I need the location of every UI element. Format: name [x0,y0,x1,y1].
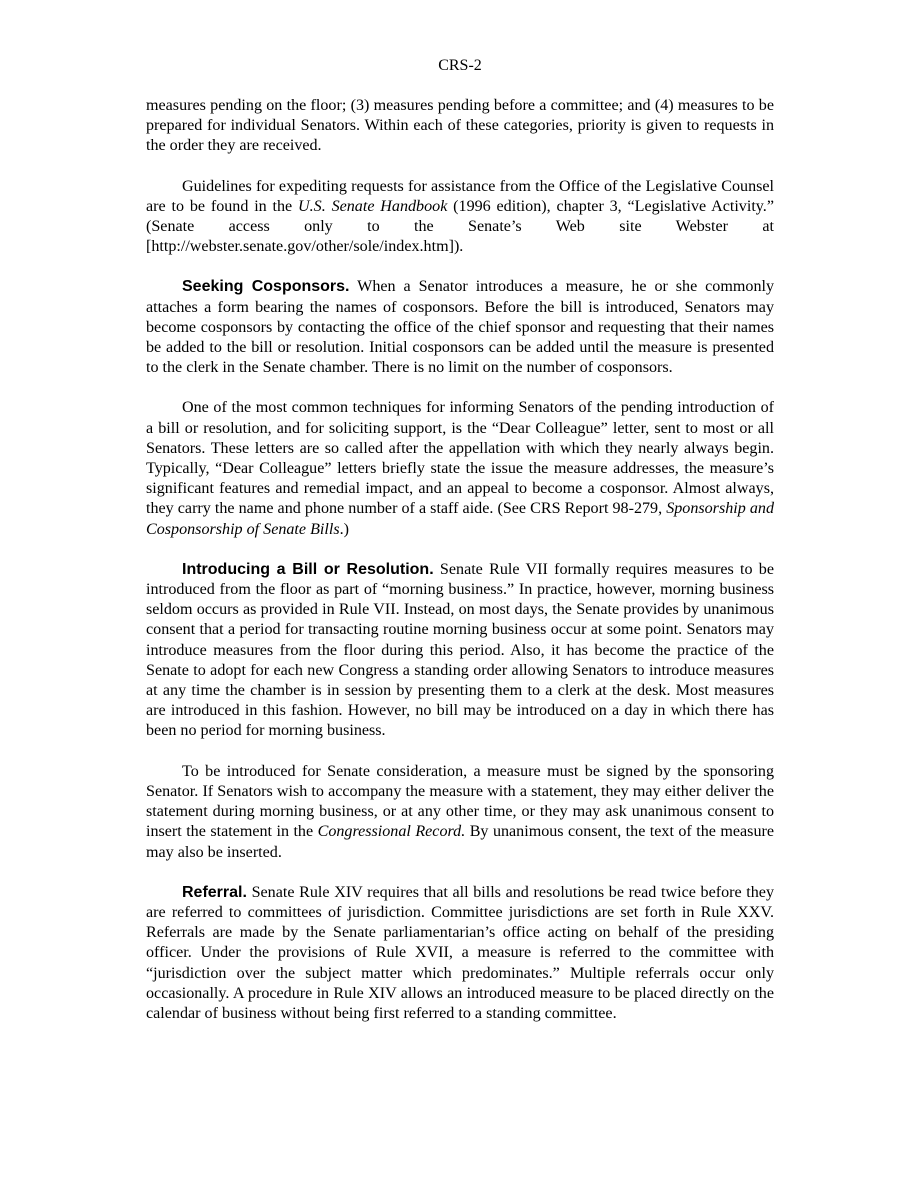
paragraph-text: To be introduced for Senate consideration, a measure must be signed by the sponsoring Senator. If Senators wish to accompany the measure with a statement, they may either deliver the statement during morning business, or at any other time, or they may ask unanimous consent to insert the statement in the [146,762,774,841]
citation-crs-report: Sponsorship and Cosponsorship of Senate Bills [146,500,774,538]
paragraph-dear-colleague [146,398,774,539]
citation-senate-handbook: U.S. Senate Handbook [298,197,448,215]
paragraph-text: One of the most common techniques for informing Senators of the pending introduction of a bill or resolution, and for soliciting support, is the “Dear Colleague” letter, sent to most or all Senators. These letters are so called after the appellation with which they nearly always begin. Typically, “Dear Colleague” letters briefly state the issue the measure addresses, the measure’s significant features and remedial impact, and an appeal to become a cosponsor. Almost always, they carry the name and phone number of a staff aide. (See CRS Report 98-279, [146,399,774,518]
section-heading-introducing-bill: Introducing a Bill or Resolution. [182,560,434,578]
paragraph-text: measures pending on the floor; (3) measures pending before a committee; and (4) measures to be prepared for individual Senators. Within each of these categories, priority is given to requests in the order they are received. [146,97,774,155]
paragraph-text: Senate Rule VII formally requires measures to be introduced from the floor as part of “morning business.” In practice, however, morning business seldom occurs as provided in Rule VII. Instead, on most days, the Senate provides by unanimous consent that a period for transacting routine morning business occur at some point. Senators may introduce measures from the floor during this period. Also, it has become the practice of the Senate to adopt for each new Congress a standing order allowing Senators to introduce measures at any time the chamber is in session by presenting them to a clerk at the desk. Most measures are introduced in this fashion. However, no bill may be introduced on a day in which there has been no period for morning business. [146,560,774,740]
paragraph-seeking-cosponsors [146,277,774,378]
paragraph-referral [146,883,774,1024]
section-heading-seeking-cosponsors: Seeking Cosponsors. [182,278,350,296]
section-heading-referral: Referral. [182,883,247,901]
paragraph-introducing-bill [146,560,774,742]
paragraph-text: By unanimous consent, the text of the measure may also be inserted. [146,823,774,861]
paragraph-text: Senate Rule XIV requires that all bills and resolutions be read twice before they are referred to committees of jurisdiction. Committee jurisdictions are set forth in Rule XXV. Referrals are made by the Senate parliamentarian’s office acting on behalf of the presiding officer. Under the provisions of Rule XVII, a measure is referred to the committee with “jurisdiction over the subject matter which predominates.” Multiple referrals occur only occasionally. A procedure in Rule XIV allows an introduced measure to be placed directly on the calendar of business without being first referred to a standing committee. [146,883,774,1022]
page-header: CRS-2 [438,57,482,74]
document-body [146,96,774,1044]
citation-congressional-record: Congressional Record. [317,823,466,841]
paragraph-priority-categories [146,96,774,157]
paragraph-guidelines [146,177,774,258]
paragraph-text: .) [339,520,349,538]
paragraph-text: Guidelines for expediting requests for assistance from the Office of the Legislative Counsel are to be found in the [146,177,774,215]
paragraph-text: When a Senator introduces a measure, he or she commonly attaches a form bearing the names of cosponsors. Before the bill is introduced, Senators may become cosponsors by contacting the office of the chief sponsor and requesting that their names be added to the bill or resolution. Initial cosponsors can be added until the measure is presented to the clerk in the Senate chamber. There is no limit on the number of cosponsors. [146,278,775,377]
paragraph-signing-measure [146,762,774,863]
paragraph-text: (1996 edition), chapter 3, “Legislative Activity.” (Senate access only to the Senate’s Web site Webster at [http://webster.senate.gov/other/sole/index.htm]). [146,197,774,256]
